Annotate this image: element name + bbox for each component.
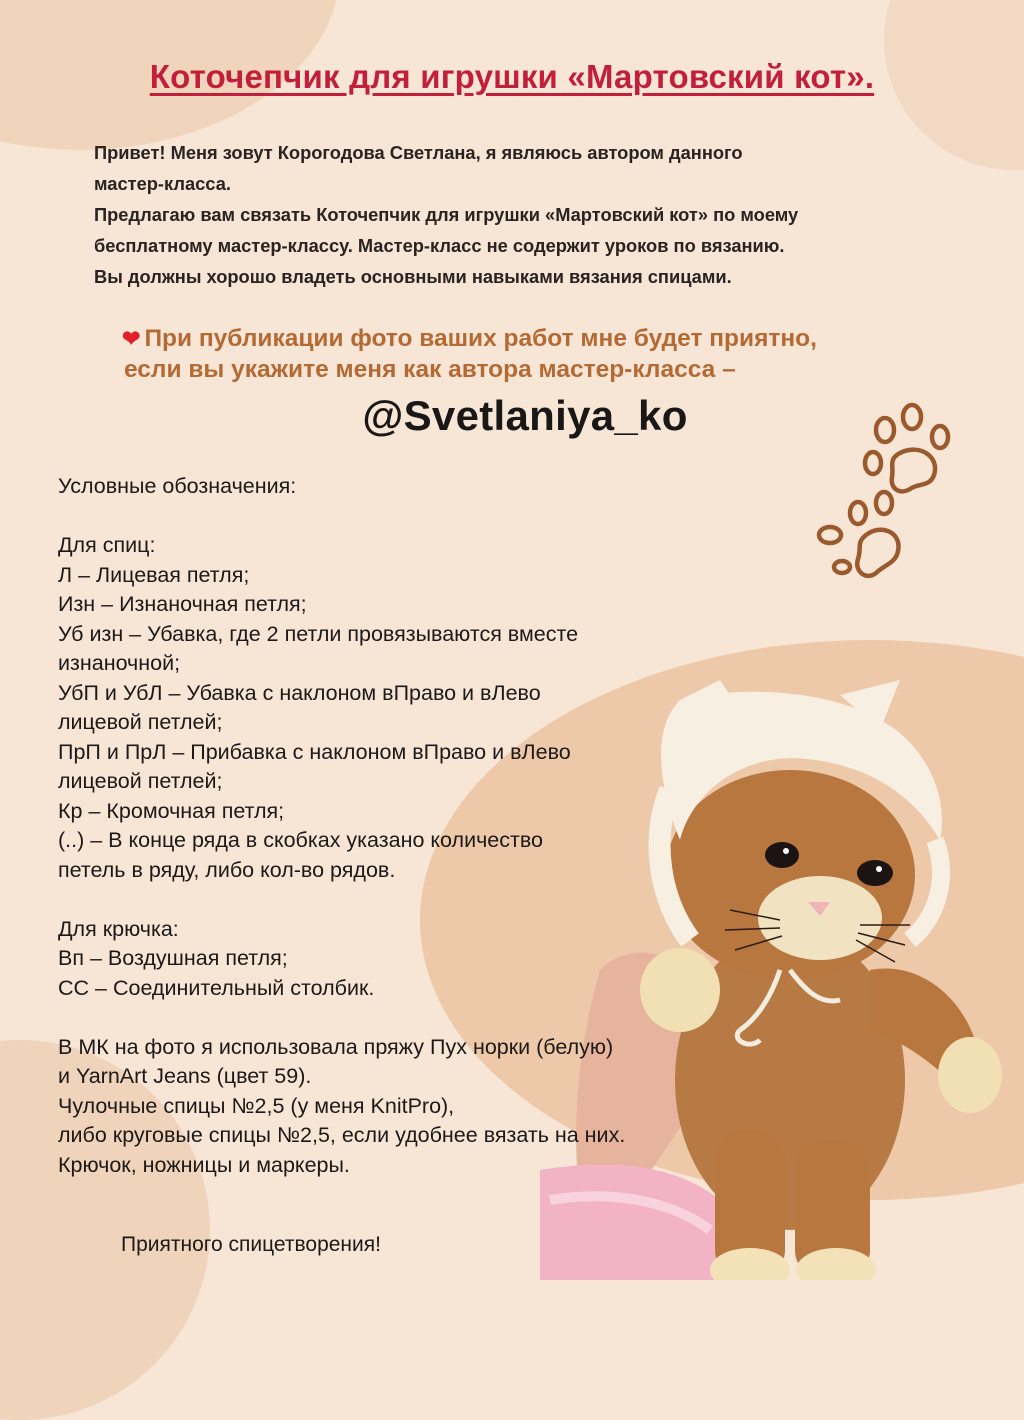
legend-section: [58, 472, 778, 1180]
intro-line: мастер-класса.: [94, 173, 231, 194]
intro-paragraph: [94, 137, 974, 292]
paw-prints-decoration: [800, 395, 970, 595]
intro-line: Предлагаю вам связать Коточепчик для игрушки «Мартовский кот» по моему: [94, 204, 799, 225]
legend-item: Л – Лицевая петля;: [58, 562, 250, 587]
closing-text: Приятного спицетворения!: [121, 1233, 381, 1256]
intro-line: Привет! Меня зовут Корогодова Светлана, я являюсь автором данного: [94, 142, 743, 163]
legend-item: Кр – Кромочная петля;: [58, 798, 285, 823]
author-handle[interactable]: @Svetlaniya_ko: [362, 392, 688, 439]
legend-item: петель в ряду, либо кол-во рядов.: [58, 857, 396, 882]
legend-heading: Условные обозначения:: [58, 474, 297, 498]
paw-print-icon: [865, 405, 948, 491]
materials-line: либо круговые спицы №2,5, если удобнее вязать на них.: [58, 1123, 626, 1147]
legend-item: изнаночной;: [58, 651, 181, 675]
legend-item: СС – Соединительный столбик.: [58, 975, 375, 1000]
credit-request-line: если вы укажите меня как автора мастер-класса –: [124, 356, 736, 383]
materials-line: и YarnArt Jeans (цвет 59).: [58, 1064, 312, 1088]
legend-item: Вп – Воздушная петля;: [58, 946, 288, 970]
page-title: Коточепчик для игрушки «Мартовский кот».: [149, 58, 875, 95]
paw-print-icon: [819, 492, 899, 576]
intro-line: Вы должны хорошо владеть основными навыками вязания спицами.: [94, 266, 732, 287]
legend-item: УбП и УбЛ – Убавка с наклоном вПраво и вЛево: [58, 680, 541, 705]
hook-heading: Для крючка:: [58, 916, 179, 941]
legend-item: лицевой петлей;: [58, 769, 223, 793]
legend-item: Изн – Изнаночная петля;: [58, 592, 307, 616]
materials-line: Чулочные спицы №2,5 (у меня KnitPro),: [58, 1093, 455, 1118]
materials-line: В МК на фото я использовала пряжу Пух норки (белую): [58, 1034, 614, 1059]
credit-request: [122, 323, 1002, 385]
legend-item: лицевой петлей;: [58, 710, 223, 734]
legend-item: (..) – В конце ряда в скобках указано количество: [58, 828, 543, 852]
legend-item: Уб изн – Убавка, где 2 петли провязываются вместе: [58, 621, 579, 646]
materials-line: Крючок, ножницы и маркеры.: [58, 1152, 350, 1177]
intro-line: бесплатному мастер-классу. Мастер-класс не содержит уроков по вязанию.: [94, 235, 785, 256]
heart-icon: ❤: [122, 326, 141, 351]
credit-request-line: При публикации фото ваших работ мне будет приятно,: [144, 325, 817, 352]
needles-heading: Для спиц:: [58, 533, 156, 557]
legend-item: ПрП и ПрЛ – Прибавка с наклоном вПраво и вЛево: [58, 739, 571, 764]
